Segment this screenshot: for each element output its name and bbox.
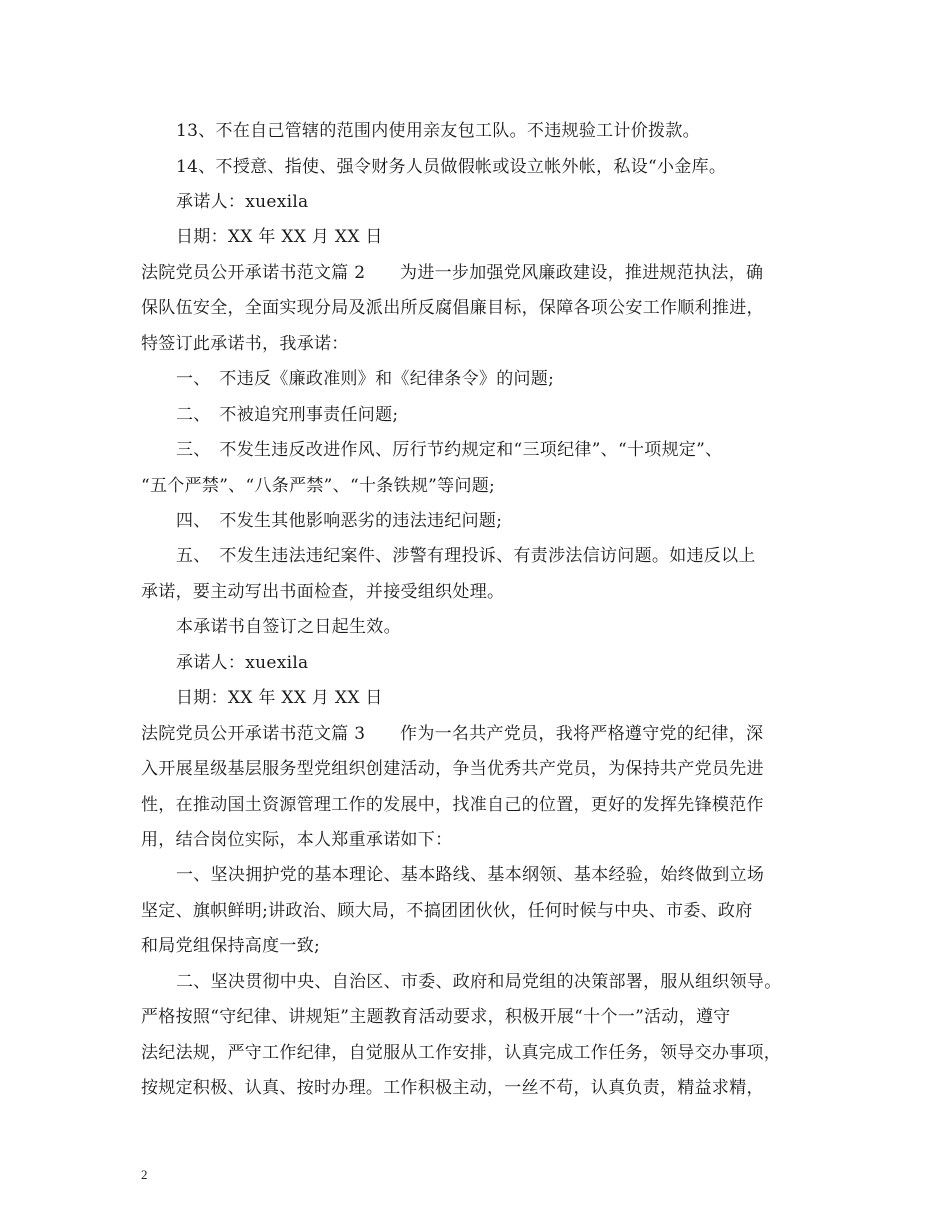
- text-line: 入开展星级基层服务型党组织创建活动，争当优秀共产党员，为保持共产党员先进: [141, 759, 764, 779]
- text-line: 承诺人：xuexila: [176, 653, 309, 673]
- text-line: 保队伍安全，全面实现分局及派出所反腐倡廉目标，保障各项公安工作顺利推进，: [141, 298, 764, 318]
- page-number: 2: [141, 1167, 148, 1182]
- text-line: 本承诺书自签订之日起生效。: [176, 617, 401, 637]
- text-line: 坚定、旗帜鲜明;讲政治、顾大局，不搞团团伙伙，任何时候与中央、市委、政府: [141, 901, 753, 921]
- text-line: “五个严禁”、“八条严禁”、“十条铁规”等问题;: [141, 476, 496, 496]
- text-line: 法纪法规，严守工作纪律，自觉服从工作安排，认真完成工作任务，领导交办事项，: [141, 1043, 782, 1063]
- text-line: 日期：XX 年 XX 月 XX 日: [176, 688, 383, 708]
- text-line: 二、坚决贯彻中央、自治区、市委、政府和局党组的决策部署，服从组织领导。: [176, 972, 782, 992]
- text-line: 三、 不发生违反改进作风、厉行节约规定和“三项纪律”、“十项规定”、: [176, 440, 723, 460]
- text-line: 五、 不发生违法违纪案件、涉警有理投诉、有责涉法信访问题。如违反以上: [176, 546, 756, 566]
- text-line: 按规定积极、认真、按时办理。工作积极主动，一丝不苟，认真负责，精益求精，: [141, 1078, 764, 1098]
- text-line: 日期：XX 年 XX 月 XX 日: [176, 227, 383, 247]
- text-line: 二、 不被追究刑事责任问题;: [176, 405, 399, 425]
- text-line: 特签订此承诺书，我承诺：: [141, 334, 349, 354]
- text-line: 一、坚决拥护党的基本理论、基本路线、基本纲领、基本经验，始终做到立场: [176, 865, 765, 885]
- text-line: 一、 不违反《廉政准则》和《纪律条令》的问题;: [176, 369, 555, 389]
- text-line: 用，结合岗位实际，本人郑重承诺如下：: [141, 830, 453, 850]
- text-line: 和局党组保持高度一致;: [141, 936, 321, 956]
- text-line: 法院党员公开承诺书范文篇 3 作为一名共产党员，我将严格遵守党的纪律，深: [141, 724, 764, 744]
- text-line: 13、不在自己管辖的范围内使用亲友包工队。不违规验工计价拨款。: [176, 121, 700, 141]
- text-line: 承诺人：xuexila: [176, 192, 309, 212]
- text-line: 性，在推动国土资源管理工作的发展中，找准自己的位置，更好的发挥先锋模范作: [141, 795, 764, 815]
- text-line: 四、 不发生其他影响恶劣的违法违纪问题;: [176, 511, 503, 531]
- text-line: 承诺，要主动写出书面检查，并接受组织处理。: [141, 582, 505, 602]
- text-line: 14、不授意、指使、强令财务人员做假帐或设立帐外帐，私设“小金库。: [176, 157, 727, 177]
- text-line: 法院党员公开承诺书范文篇 2 为进一步加强党风廉政建设，推进规范执法，确: [141, 263, 764, 283]
- text-line: 严格按照“守纪律、讲规矩”主题教育活动要求，积极开展“十个一”活动，遵守: [141, 1007, 731, 1027]
